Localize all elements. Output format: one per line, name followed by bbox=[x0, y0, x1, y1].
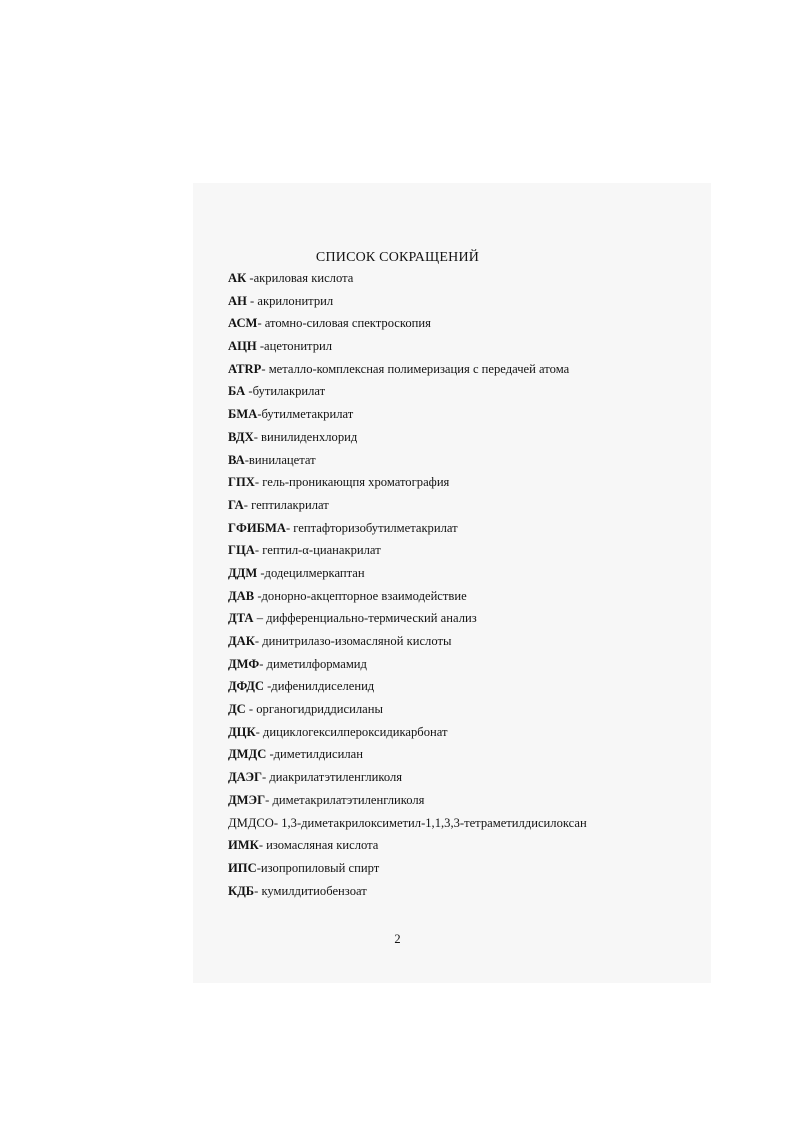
abbreviation-term: ДТА bbox=[228, 611, 254, 626]
abbreviation-definition: -винилацетат bbox=[244, 452, 316, 467]
abbreviation-term: ВА bbox=[228, 452, 245, 467]
abbreviation-term: ГА bbox=[228, 497, 244, 512]
abbreviation-item bbox=[228, 814, 587, 837]
abbreviation-item bbox=[228, 496, 587, 519]
abbreviation-definition: – дифференциально-термический анализ bbox=[253, 611, 477, 626]
abbreviation-item bbox=[228, 519, 587, 542]
abbreviation-definition: -акриловая кислота bbox=[246, 271, 354, 285]
abbreviation-list bbox=[228, 269, 587, 904]
abbreviation-item bbox=[228, 677, 587, 700]
abbreviation-definition: -диметилдисилан bbox=[266, 747, 363, 762]
abbreviation-definition: - гептил-α-цианакрилат bbox=[254, 543, 381, 558]
abbreviation-definition: - гель-проникающпя хроматография bbox=[254, 475, 450, 490]
abbreviation-item bbox=[228, 292, 587, 315]
abbreviation-term: АЦН bbox=[228, 339, 257, 354]
abbreviation-item bbox=[228, 541, 587, 564]
abbreviation-definition: - гептафторизобутилметакрилат bbox=[285, 520, 458, 535]
abbreviation-definition: - динитрилазо-изомасляной кислоты bbox=[254, 634, 452, 648]
abbreviation-term: АН bbox=[228, 293, 247, 308]
abbreviation-definition: - винилиденхлорид bbox=[253, 429, 358, 444]
abbreviation-term: ДМЭГ bbox=[228, 792, 266, 807]
abbreviation-item bbox=[228, 587, 587, 610]
abbreviation-item bbox=[228, 791, 587, 814]
abbreviation-term: ГФИБМА bbox=[228, 520, 286, 535]
abbreviation-term: ИПС bbox=[228, 860, 257, 875]
abbreviation-item bbox=[228, 314, 587, 337]
abbreviation-item bbox=[228, 564, 587, 587]
abbreviation-term: ATRP bbox=[228, 361, 262, 376]
abbreviation-term: БМА bbox=[228, 407, 258, 422]
abbreviation-item bbox=[228, 428, 587, 451]
abbreviation-item bbox=[228, 723, 587, 746]
abbreviation-term: ГЦА bbox=[228, 543, 255, 558]
abbreviation-item bbox=[228, 882, 587, 905]
abbreviation-term: ДМДС bbox=[228, 747, 267, 762]
abbreviation-definition: - изомасляная кислота bbox=[258, 838, 379, 853]
abbreviation-term: ГПХ bbox=[228, 475, 255, 490]
abbreviation-term: ДМДСО bbox=[228, 815, 274, 830]
abbreviation-term: БА bbox=[228, 384, 246, 399]
abbreviation-definition: - акрилонитрил bbox=[246, 293, 334, 308]
abbreviation-definition: - атомно-силовая спектроскопия bbox=[257, 316, 431, 331]
abbreviation-term: ДЦК bbox=[228, 724, 256, 739]
abbreviation-term: АК bbox=[228, 271, 247, 285]
abbreviation-definition: -бутилметакрилат bbox=[257, 407, 354, 422]
abbreviation-term: ДАВ bbox=[228, 588, 255, 603]
abbreviation-item bbox=[228, 360, 587, 383]
abbreviation-definition: - металло-комплексная полимеризация с передачей атома bbox=[261, 361, 570, 376]
abbreviation-item bbox=[228, 836, 587, 859]
abbreviation-term: ДАК bbox=[228, 634, 255, 648]
abbreviation-item bbox=[228, 609, 587, 632]
abbreviation-definition: -изопропиловый спирт bbox=[256, 860, 380, 875]
abbreviation-definition: - органогидриддисиланы bbox=[245, 702, 383, 717]
abbreviation-definition: - диакрилатэтиленгликоля bbox=[262, 770, 403, 785]
abbreviation-item bbox=[228, 700, 587, 723]
abbreviation-item bbox=[228, 269, 587, 292]
abbreviation-item bbox=[228, 768, 587, 791]
abbreviation-definition: - диметакрилатэтиленгликоля bbox=[265, 792, 425, 807]
abbreviation-term: КДБ bbox=[228, 883, 255, 898]
abbreviation-definition: - кумилдитиобензоат bbox=[254, 883, 367, 898]
abbreviation-term: ДДМ bbox=[228, 565, 258, 580]
abbreviation-definition: -донорно-акцепторное взаимодействие bbox=[254, 588, 467, 603]
abbreviation-definition: -ацетонитрил bbox=[256, 339, 333, 354]
abbreviation-term: ВДХ bbox=[228, 429, 254, 444]
abbreviation-item bbox=[228, 745, 587, 768]
abbreviation-item bbox=[228, 655, 587, 678]
abbreviation-definition: - диметилформамид bbox=[259, 656, 367, 671]
abbreviation-term: ДС bbox=[228, 702, 246, 717]
abbreviation-term: ДАЭГ bbox=[228, 770, 262, 785]
abbreviation-definition: - гептилакрилат bbox=[243, 497, 329, 512]
abbreviation-item bbox=[228, 451, 587, 474]
abbreviation-term: ДМФ bbox=[228, 656, 260, 671]
abbreviation-term: АСМ bbox=[228, 316, 258, 331]
abbreviation-term: ИМК bbox=[228, 838, 259, 853]
abbreviation-definition: - 1,3-диметакрилоксиметил-1,1,3,3-тетраметилдисилоксан bbox=[273, 815, 587, 830]
abbreviation-item bbox=[228, 337, 587, 360]
abbreviation-definition: -дифенилдиселенид bbox=[263, 679, 375, 694]
abbreviation-item bbox=[228, 382, 587, 405]
abbreviation-definition: -бутилакрилат bbox=[245, 384, 326, 399]
abbreviation-item bbox=[228, 405, 587, 428]
abbreviation-term: ДФДС bbox=[228, 679, 264, 694]
abbreviation-item bbox=[228, 632, 587, 655]
abbreviation-item bbox=[228, 859, 587, 882]
abbreviation-item bbox=[228, 473, 587, 496]
abbreviation-definition: - дициклогексилпероксидикарбонат bbox=[255, 724, 448, 739]
page-number: 2 bbox=[394, 932, 401, 946]
abbreviation-definition: -додецилмеркаптан bbox=[257, 565, 365, 580]
page-title: СПИСОК СОКРАЩЕНИЙ bbox=[315, 250, 480, 265]
